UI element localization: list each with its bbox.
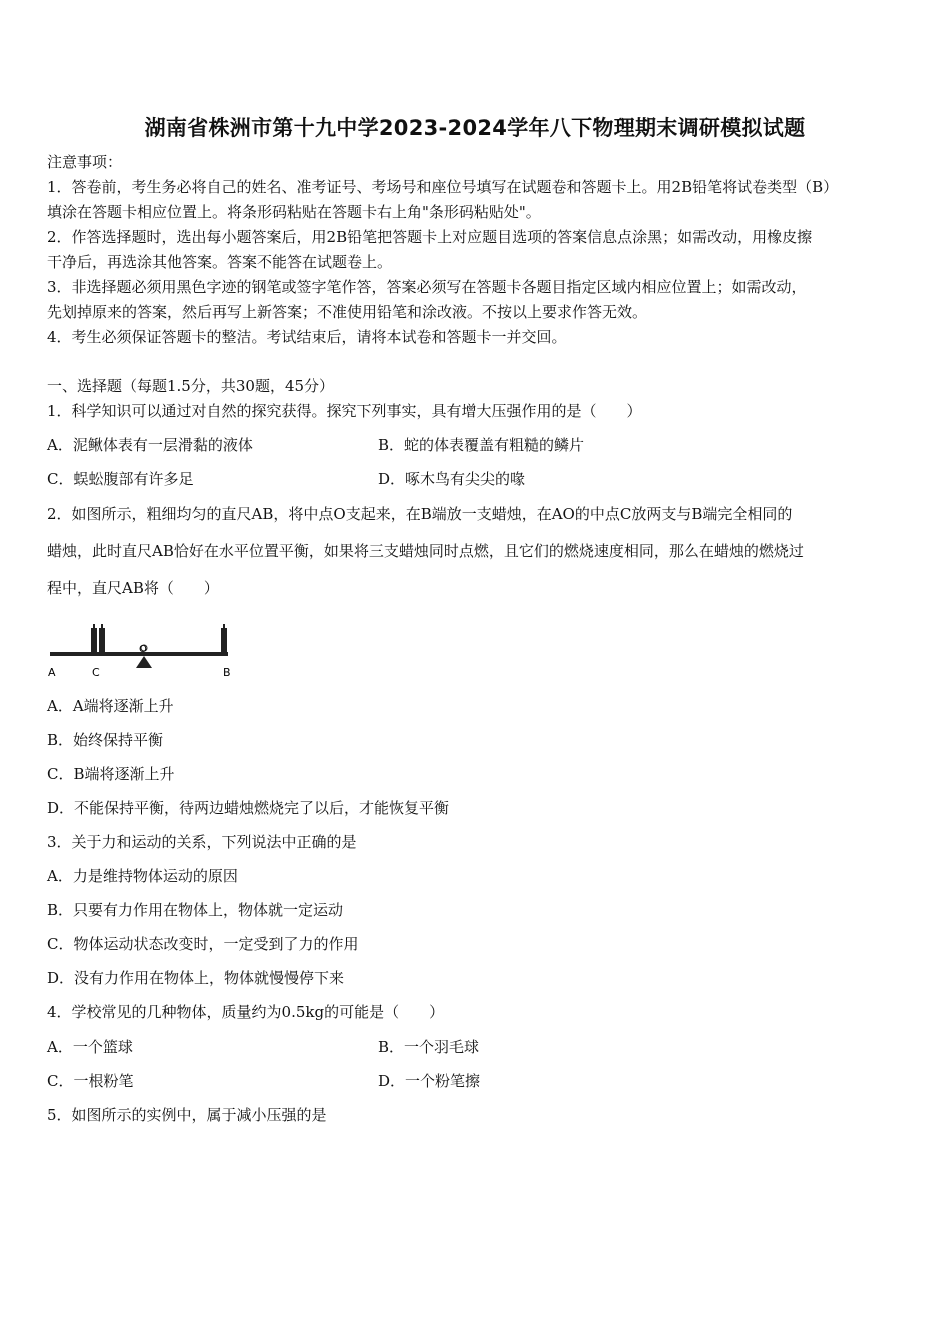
candle-c-1 [91,628,97,652]
question-4-option-a: A．一个篮球 [47,1038,133,1056]
question-3-option-a: A．力是维持物体运动的原因 [47,867,238,885]
section-heading: 一、选择题（每题1.5分，共30题，45分） [47,377,335,395]
question-5-stem: 5．如图所示的实例中，属于减小压强的是 [47,1106,327,1124]
notice-line: 1．答卷前，考生务必将自己的姓名、准考证号、考场号和座位号填写在试题卷和答题卡上。用2B铅笔将试卷类型（B） [47,178,839,196]
label-o: O [139,644,147,655]
question-1-option-d: D．啄木鸟有尖尖的喙 [378,470,526,488]
label-a: A [48,666,56,679]
label-c: C [92,666,100,679]
exam-title: 湖南省株洲市第十九中学2023-2024学年八下物理期末调研模拟试题 [144,116,806,140]
candle-b [221,628,227,652]
question-1-option-a: A．泥鳅体表有一层滑黏的液体 [47,436,253,454]
question-3-stem: 3．关于力和运动的关系，下列说法中正确的是 [47,833,357,851]
notice-line: 2．作答选择题时，选出每小题答案后，用2B铅笔把答题卡上对应题目选项的答案信息点涂黑；如需改动，用橡皮擦 [47,228,813,246]
notice-line: 4．考生必须保证答题卡的整洁。考试结束后，请将本试卷和答题卡一并交回。 [47,328,567,346]
question-1-stem: 1．科学知识可以通过对自然的探究获得。探究下列事实，具有增大压强作用的是（ ） [47,402,642,420]
question-2-option-d: D．不能保持平衡，待两边蜡烛燃烧完了以后，才能恢复平衡 [47,799,450,817]
question-4-option-d: D．一个粉笔擦 [378,1072,481,1090]
question-4-stem: 4．学校常见的几种物体，质量约为0.5kg的可能是（ ） [47,1003,445,1021]
candle-c-2-wick [101,624,103,629]
question-2-option-c: C．B端将逐渐上升 [47,765,175,783]
question-2-option-b: B．始终保持平衡 [47,731,164,749]
question-1-option-b: B．蛇的体表覆盖有粗糙的鳞片 [378,436,585,454]
question-2-option-a: A．A端将逐渐上升 [47,697,174,715]
notice-line: 填涂在答题卡相应位置上。将条形码粘贴在答题卡右上角"条形码粘贴处"。 [47,203,541,221]
notice-heading: 注意事项： [47,153,123,171]
question-3-option-b: B．只要有力作用在物体上，物体就一定运动 [47,901,344,919]
question-1-option-c: C．蜈蚣腹部有许多足 [47,470,194,488]
lever-candle-diagram [46,612,246,682]
question-2-stem-line-2: 蜡烛，此时直尺AB恰好在水平位置平衡，如果将三支蜡烛同时点燃，且它们的燃烧速度相同，那么在蜡烛的燃烧过 [47,542,804,560]
question-4-option-b: B．一个羽毛球 [378,1038,480,1056]
question-2-stem-line-3: 程中，直尺AB将（ ） [47,579,219,597]
candle-c-1-wick [93,624,95,629]
notice-line: 干净后，再选涂其他答案。答案不能答在试题卷上。 [47,253,393,271]
fulcrum [136,656,152,668]
question-4-option-c: C．一根粉笔 [47,1072,134,1090]
candle-b-wick [223,624,225,629]
notice-line: 3．非选择题必须用黑色字迹的钢笔或签字笔作答，答案必须写在答题卡各题目指定区域内相应位置上；如需改动， [47,278,807,296]
candle-c-2 [99,628,105,652]
question-2-stem-line-1: 2．如图所示，粗细均匀的直尺AB，将中点O支起来，在B端放一支蜡烛，在AO的中点C放两支与B端完全相同的 [47,505,793,523]
label-b: B [223,666,231,679]
notice-line: 先划掉原来的答案，然后再写上新答案；不准使用铅笔和涂改液。不按以上要求作答无效。 [47,303,648,321]
question-3-option-c: C．物体运动状态改变时，一定受到了力的作用 [47,935,359,953]
question-3-option-d: D．没有力作用在物体上，物体就慢慢停下来 [47,969,345,987]
